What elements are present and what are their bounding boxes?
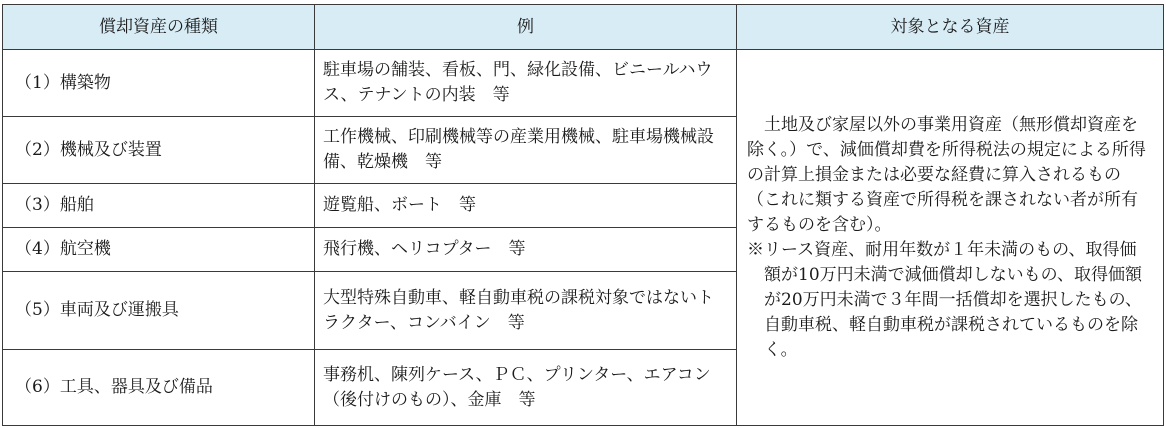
header-example: 例: [315, 5, 737, 50]
asset-type-cell: （4）航空機: [3, 228, 315, 272]
example-cell: 工作機械、印刷機械等の産業用機械、駐車場機械設備、乾燥機 等: [315, 117, 737, 184]
target-description: 土地及び家屋以外の事業用資産（無形償却資産を除く。）で、減価償却費を所得税法の規定による所得の計算上損金または必要な経費に算入されるもの（これに類する資産で所得税を課されない者が所有するものを含む）。: [747, 114, 1146, 235]
header-asset-type: 償却資産の種類: [3, 5, 315, 50]
asset-type-cell: （1）構築物: [3, 50, 315, 117]
asset-type-cell: （2）機械及び装置: [3, 117, 315, 184]
example-cell: 大型特殊自動車、軽自動車税の課税対象ではないトラクター、コンバイン 等: [315, 272, 737, 350]
header-target-assets: 対象となる資産: [737, 5, 1164, 50]
asset-type-cell: （6）工具、器具及び備品: [3, 350, 315, 426]
target-assets-cell: [737, 50, 1164, 426]
header-row: [3, 5, 1164, 50]
example-cell: 遊覧船、ボート 等: [315, 184, 737, 228]
depreciable-assets-table: [2, 4, 1164, 426]
table-row: [3, 50, 1164, 117]
example-cell: 駐車場の舗装、看板、門、緑化設備、ビニールハウス、テナントの内装 等: [315, 50, 737, 117]
asset-type-cell: （5）車両及び運搬具: [3, 272, 315, 350]
example-cell: 事務机、陳列ケース、ＰＣ、プリンター、エアコン（後付けのもの）、金庫 等: [315, 350, 737, 426]
exclusion-note: ※リース資産、耐用年数が１年未満のもの、取得価額が10万円未満で減価償却しないもの、取得価額が20万円未満で３年間一括償却を選択したもの、自動車税、軽自動車税が課税されているものを除く。: [747, 239, 1142, 360]
asset-type-cell: （3）船舶: [3, 184, 315, 228]
example-cell: 飛行機、ヘリコプター 等: [315, 228, 737, 272]
